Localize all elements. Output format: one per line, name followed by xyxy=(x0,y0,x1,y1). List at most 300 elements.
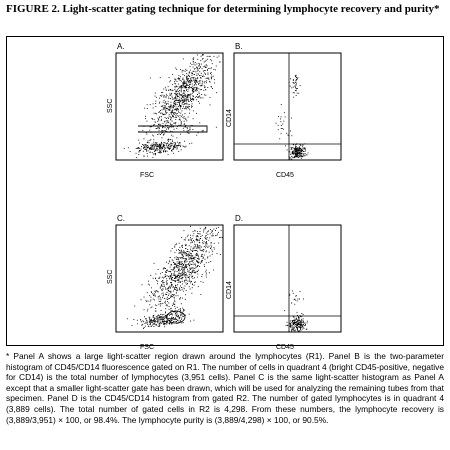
event-dot xyxy=(195,250,196,251)
event-dot xyxy=(171,314,172,315)
event-dot xyxy=(214,56,215,57)
event-dot xyxy=(130,151,131,152)
event-dot xyxy=(174,123,175,124)
event-dot xyxy=(190,127,191,128)
event-dot xyxy=(281,104,282,105)
event-dot xyxy=(178,270,179,271)
event-dot xyxy=(159,315,160,316)
event-dot xyxy=(212,88,213,89)
event-dot xyxy=(158,292,159,293)
event-dot xyxy=(198,248,199,249)
event-dot xyxy=(168,323,169,324)
event-dot xyxy=(180,145,181,146)
event-dot xyxy=(296,79,297,80)
event-dot xyxy=(155,149,156,150)
event-dot xyxy=(171,308,172,309)
event-dot xyxy=(173,303,174,304)
event-dot xyxy=(185,252,186,253)
event-dot xyxy=(181,95,182,96)
event-dot xyxy=(178,106,179,107)
event-dot xyxy=(174,142,175,143)
event-dot xyxy=(183,117,184,118)
event-dot xyxy=(177,115,178,116)
event-dot xyxy=(180,258,181,259)
event-dot xyxy=(200,98,201,99)
event-dot xyxy=(193,59,194,60)
event-dot xyxy=(181,275,182,276)
event-dot xyxy=(210,97,211,98)
event-dot xyxy=(150,104,151,105)
event-dot xyxy=(216,235,217,236)
event-dot xyxy=(211,245,212,246)
event-dot xyxy=(165,271,166,272)
event-dot xyxy=(172,84,173,85)
event-dot xyxy=(146,150,147,151)
event-dot xyxy=(184,239,185,240)
event-dot xyxy=(295,144,296,145)
event-dot xyxy=(165,274,166,275)
event-dot xyxy=(164,323,165,324)
event-dot xyxy=(170,109,171,110)
event-dot xyxy=(171,146,172,147)
event-dot xyxy=(166,298,167,299)
event-dot xyxy=(292,149,293,150)
event-dot xyxy=(192,103,193,104)
event-dot xyxy=(155,274,156,275)
event-dot xyxy=(186,81,187,82)
event-dot xyxy=(197,265,198,266)
event-dot xyxy=(174,246,175,247)
event-dot xyxy=(182,79,183,80)
event-dot xyxy=(211,72,212,73)
event-dot xyxy=(187,80,188,81)
event-dot xyxy=(165,131,166,132)
event-dot xyxy=(180,113,181,114)
event-dot xyxy=(163,319,164,320)
event-dot xyxy=(192,88,193,89)
event-dot xyxy=(181,89,182,90)
event-dot xyxy=(189,95,190,96)
event-dot xyxy=(176,244,177,245)
event-dot xyxy=(150,152,151,153)
event-dot xyxy=(151,145,152,146)
event-dot xyxy=(164,320,165,321)
event-dot xyxy=(166,143,167,144)
event-dot xyxy=(301,313,302,314)
event-dot xyxy=(201,256,202,257)
event-dot xyxy=(299,147,300,148)
event-dot xyxy=(302,144,303,145)
event-dot xyxy=(165,117,166,118)
event-dot xyxy=(163,134,164,135)
panel-c-events xyxy=(127,226,223,329)
event-dot xyxy=(192,256,193,257)
event-dot xyxy=(303,149,304,150)
event-dot xyxy=(148,151,149,152)
event-dot xyxy=(296,77,297,78)
event-dot xyxy=(152,317,153,318)
event-dot xyxy=(294,304,295,305)
event-dot xyxy=(186,98,187,99)
event-dot xyxy=(127,318,128,319)
event-dot xyxy=(205,245,206,246)
event-dot xyxy=(187,132,188,133)
event-dot xyxy=(191,272,192,273)
event-dot xyxy=(284,112,285,113)
event-dot xyxy=(171,276,172,277)
event-dot xyxy=(175,80,176,81)
event-dot xyxy=(202,250,203,251)
event-dot xyxy=(178,145,179,146)
event-dot xyxy=(145,145,146,146)
event-dot xyxy=(171,135,172,136)
event-dot xyxy=(183,310,184,311)
event-dot xyxy=(179,261,180,262)
event-dot xyxy=(197,82,198,83)
event-dot xyxy=(168,290,169,291)
event-dot xyxy=(166,270,167,271)
event-dot xyxy=(168,147,169,148)
event-dot xyxy=(163,286,164,287)
event-dot xyxy=(174,263,175,264)
event-dot xyxy=(198,255,199,256)
event-dot xyxy=(205,81,206,82)
event-dot xyxy=(169,286,170,287)
event-dot xyxy=(190,78,191,79)
event-dot xyxy=(165,127,166,128)
event-dot xyxy=(174,98,175,99)
event-dot xyxy=(293,329,294,330)
event-dot xyxy=(298,323,299,324)
event-dot xyxy=(168,271,169,272)
event-dot xyxy=(176,321,177,322)
event-dot xyxy=(211,60,212,61)
event-dot xyxy=(179,125,180,126)
event-dot xyxy=(164,107,165,108)
event-dot xyxy=(189,72,190,73)
event-dot xyxy=(187,131,188,132)
event-dot xyxy=(179,267,180,268)
event-dot xyxy=(193,264,194,265)
event-dot xyxy=(301,322,302,323)
event-dot xyxy=(153,299,154,300)
event-dot xyxy=(192,287,193,288)
event-dot xyxy=(205,74,206,75)
event-dot xyxy=(171,104,172,105)
event-dot xyxy=(153,295,154,296)
event-dot xyxy=(299,315,300,316)
event-dot xyxy=(293,92,294,93)
event-dot xyxy=(175,144,176,145)
event-dot xyxy=(154,119,155,120)
event-dot xyxy=(155,122,156,123)
event-dot xyxy=(161,310,162,311)
event-dot xyxy=(139,148,140,149)
event-dot xyxy=(197,231,198,232)
event-dot xyxy=(186,103,187,104)
event-dot xyxy=(292,147,293,148)
event-dot xyxy=(155,154,156,155)
event-dot xyxy=(187,127,188,128)
event-dot xyxy=(292,327,293,328)
event-dot xyxy=(182,267,183,268)
event-dot xyxy=(158,120,159,121)
event-dot xyxy=(162,277,163,278)
panel-b xyxy=(226,42,341,179)
event-dot xyxy=(198,246,199,247)
event-dot xyxy=(165,106,166,107)
panel-d-events xyxy=(284,291,308,332)
event-dot xyxy=(189,94,190,95)
event-dot xyxy=(173,295,174,296)
event-dot xyxy=(189,143,190,144)
event-dot xyxy=(164,282,165,283)
event-dot xyxy=(192,268,193,269)
event-dot xyxy=(185,245,186,246)
event-dot xyxy=(152,144,153,145)
event-dot xyxy=(179,78,180,79)
event-dot xyxy=(205,228,206,229)
event-dot xyxy=(203,249,204,250)
event-dot xyxy=(166,278,167,279)
event-dot xyxy=(160,321,161,322)
event-dot xyxy=(186,264,187,265)
event-dot xyxy=(171,286,172,287)
event-dot xyxy=(168,288,169,289)
event-dot xyxy=(188,100,189,101)
event-dot xyxy=(302,153,303,154)
event-dot xyxy=(156,128,157,129)
event-dot xyxy=(175,308,176,309)
event-dot xyxy=(170,251,171,252)
event-dot xyxy=(153,108,154,109)
event-dot xyxy=(165,312,166,313)
event-dot xyxy=(296,75,297,76)
event-dot xyxy=(168,295,169,296)
event-dot xyxy=(165,303,166,304)
event-dot xyxy=(174,102,175,103)
event-dot xyxy=(195,78,196,79)
event-dot xyxy=(205,61,206,62)
event-dot xyxy=(179,142,180,143)
event-dot xyxy=(201,85,202,86)
event-dot xyxy=(173,260,174,261)
event-dot xyxy=(291,322,292,323)
event-dot xyxy=(194,259,195,260)
event-dot xyxy=(182,298,183,299)
event-dot xyxy=(181,303,182,304)
event-dot xyxy=(212,236,213,237)
event-dot xyxy=(142,144,143,145)
event-dot xyxy=(195,90,196,91)
event-dot xyxy=(169,298,170,299)
event-dot xyxy=(154,144,155,145)
event-dot xyxy=(160,134,161,135)
event-dot xyxy=(283,121,284,122)
event-dot xyxy=(169,291,170,292)
event-dot xyxy=(195,231,196,232)
event-dot xyxy=(158,320,159,321)
event-dot xyxy=(193,67,194,68)
event-dot xyxy=(300,316,301,317)
event-dot xyxy=(172,317,173,318)
event-dot xyxy=(217,57,218,58)
event-dot xyxy=(149,142,150,143)
event-dot xyxy=(206,251,207,252)
event-dot xyxy=(171,105,172,106)
event-dot xyxy=(161,131,162,132)
event-dot xyxy=(179,102,180,103)
event-dot xyxy=(198,258,199,259)
event-dot xyxy=(166,90,167,91)
event-dot xyxy=(156,321,157,322)
event-dot xyxy=(180,297,181,298)
event-dot xyxy=(167,147,168,148)
event-dot xyxy=(197,239,198,240)
event-dot xyxy=(173,114,174,115)
event-dot xyxy=(197,262,198,263)
event-dot xyxy=(293,320,294,321)
event-dot xyxy=(208,231,209,232)
event-dot xyxy=(300,144,301,145)
event-dot xyxy=(172,121,173,122)
event-dot xyxy=(209,252,210,253)
event-dot xyxy=(137,320,138,321)
event-dot xyxy=(144,309,145,310)
event-dot xyxy=(211,77,212,78)
event-dot xyxy=(175,119,176,120)
event-dot xyxy=(144,146,145,147)
event-dot xyxy=(184,121,185,122)
event-dot xyxy=(189,88,190,89)
event-dot xyxy=(194,71,195,72)
event-dot xyxy=(207,87,208,88)
event-dot xyxy=(180,290,181,291)
event-dot xyxy=(289,151,290,152)
event-dot xyxy=(307,321,308,322)
event-dot xyxy=(198,74,199,75)
event-dot xyxy=(164,114,165,115)
event-dot xyxy=(176,257,177,258)
event-dot xyxy=(176,312,177,313)
event-dot xyxy=(187,104,188,105)
event-dot xyxy=(200,80,201,81)
event-dot xyxy=(205,66,206,67)
event-dot xyxy=(156,97,157,98)
event-dot xyxy=(185,274,186,275)
event-dot xyxy=(175,104,176,105)
event-dot xyxy=(186,99,187,100)
event-dot xyxy=(291,87,292,88)
event-dot xyxy=(184,269,185,270)
event-dot xyxy=(170,98,171,99)
event-dot xyxy=(177,290,178,291)
event-dot xyxy=(207,56,208,57)
event-dot xyxy=(203,71,204,72)
event-dot xyxy=(164,108,165,109)
event-dot xyxy=(183,258,184,259)
event-dot xyxy=(168,129,169,130)
event-dot xyxy=(153,139,154,140)
event-dot xyxy=(303,154,304,155)
event-dot xyxy=(191,275,192,276)
event-dot xyxy=(171,278,172,279)
event-dot xyxy=(165,143,166,144)
event-dot xyxy=(148,326,149,327)
event-dot xyxy=(175,79,176,80)
event-dot xyxy=(192,64,193,65)
event-dot xyxy=(197,71,198,72)
event-dot xyxy=(202,240,203,241)
event-dot xyxy=(287,150,288,151)
event-dot xyxy=(171,296,172,297)
event-dot xyxy=(151,297,152,298)
event-dot xyxy=(195,245,196,246)
event-dot xyxy=(305,323,306,324)
event-dot xyxy=(177,288,178,289)
event-dot xyxy=(141,325,142,326)
event-dot xyxy=(175,143,176,144)
event-dot xyxy=(174,114,175,115)
event-dot xyxy=(153,326,154,327)
event-dot xyxy=(184,100,185,101)
event-dot xyxy=(175,97,176,98)
event-dot xyxy=(295,296,296,297)
event-dot xyxy=(176,287,177,288)
event-dot xyxy=(278,116,279,117)
event-dot xyxy=(176,147,177,148)
event-dot xyxy=(192,129,193,130)
event-dot xyxy=(152,152,153,153)
event-dot xyxy=(163,322,164,323)
event-dot xyxy=(192,86,193,87)
event-dot xyxy=(297,320,298,321)
figure-title: FIGURE 2. Light-scatter gating technique for determining lymphocyte recovery and purity* xyxy=(6,3,440,15)
event-dot xyxy=(163,130,164,131)
event-dot xyxy=(160,95,161,96)
event-dot xyxy=(175,96,176,97)
event-dot xyxy=(298,331,299,332)
event-dot xyxy=(177,95,178,96)
event-dot xyxy=(190,94,191,95)
event-dot xyxy=(194,74,195,75)
event-dot xyxy=(295,154,296,155)
event-dot xyxy=(210,56,211,57)
event-dot xyxy=(175,267,176,268)
event-dot xyxy=(166,272,167,273)
event-dot xyxy=(179,277,180,278)
event-dot xyxy=(294,319,295,320)
event-dot xyxy=(137,148,138,149)
event-dot xyxy=(210,242,211,243)
event-dot xyxy=(176,137,177,138)
event-dot xyxy=(185,299,186,300)
event-dot xyxy=(299,152,300,153)
event-dot xyxy=(156,113,157,114)
event-dot xyxy=(171,295,172,296)
event-dot xyxy=(204,62,205,63)
event-dot xyxy=(174,274,175,275)
event-dot xyxy=(186,120,187,121)
event-dot xyxy=(166,96,167,97)
event-dot xyxy=(165,308,166,309)
event-dot xyxy=(199,81,200,82)
event-dot xyxy=(172,323,173,324)
event-dot xyxy=(200,228,201,229)
event-dot xyxy=(176,316,177,317)
event-dot xyxy=(170,124,171,125)
event-dot xyxy=(159,134,160,135)
